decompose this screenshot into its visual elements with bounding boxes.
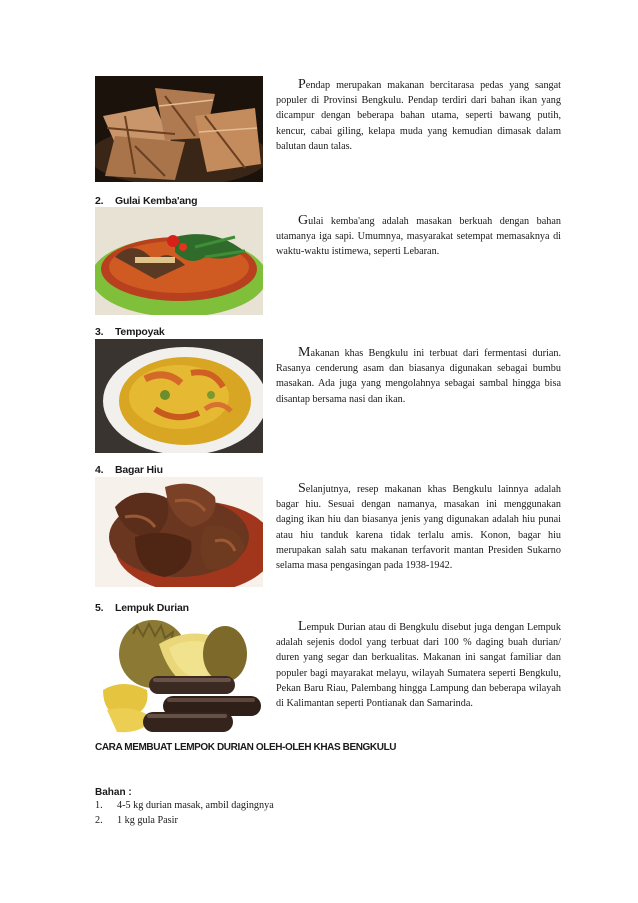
bahan-item: 2. 1 kg gula Pasir (95, 815, 178, 826)
section-5-heading: 5. Lempuk Durian (95, 602, 189, 614)
section-3-text: Makanan khas Bengkulu ini terbuat dari fermentasi durian. Rasanya cenderung asam dan biasanya digunakan sebagai bumbu masakan. Ada juga yang mengolahnya sebagai sambal hingga bisa disantap bersama nasi dan ikan. (276, 345, 561, 405)
recipe-title: CARA MEMBUAT LEMPOK DURIAN OLEH-OLEH KHAS BENGKULU (95, 742, 397, 753)
lempuk-durian-photo (103, 614, 265, 736)
pendap-photo (95, 76, 263, 182)
bahan-item: 1. 4-5 kg durian masak, ambil dagingnya (95, 800, 274, 811)
bahan-label: Bahan : (95, 787, 132, 798)
section-1-text: Pendap merupakan makanan bercitarasa pedas yang sangat populer di Provinsi Bengkulu. Pendap terdiri dari bahan ikan yang dicampur dengan beberapa bahan utama, seperti bawang putih, kencur, cabai giling, kelapa muda yang kemudian dimasak dalam balutan daun talas. (276, 77, 561, 152)
section-5-text: Lempuk Durian atau di Bengkulu disebut juga dengan Lempuk adalah sejenis dodol yang terbuat dari 100 % daging buah durian/ duren yang segar dan berkualitas. Makanan ini sangat familiar dan populer bagi mayarakat melayu, wilayah Sumatera seperti Bengkulu, Pekan Baru Riau, Palembang hingga Lampung dan beberapa wilayah di Kalimantan seperti Pontianak dan Samarinda. (276, 619, 561, 710)
section-3-heading: 3. Tempoyak (95, 326, 165, 338)
tempoyak-photo (95, 339, 263, 453)
section-4-heading: 4. Bagar Hiu (95, 464, 163, 476)
section-2-text: Gulai kemba'ang adalah masakan berkuah dengan bahan utamanya iga sapi. Umumnya, masyarakat setempat memasaknya di waktu-waktu istimewa, seperti Lebaran. (276, 213, 561, 258)
gulai-kembaang-photo (95, 207, 263, 315)
section-4-text: Selanjutnya, resep makanan khas Bengkulu lainnya adalah bagar hiu. Sesuai dengan namanya, masakan ini menggunakan daging ikan hiu dan biasanya jenis yang digunakan adalah hiu punai atau hiu tanduk karena tidak terlalu amis. Konon, bagar hiu merupakan salah satu makanan terfavorit mantan Presiden Sukarno selama masa pengasingan pada 1938-1942. (276, 481, 561, 572)
section-2-heading: 2. Gulai Kemba'ang (95, 195, 198, 207)
bagar-hiu-photo (95, 477, 263, 587)
